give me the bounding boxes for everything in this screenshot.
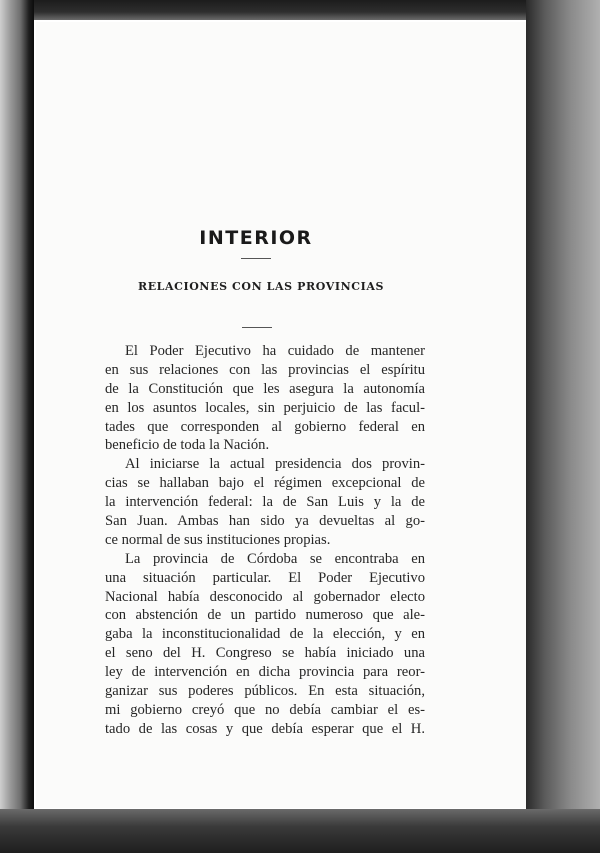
text-line: ley de intervención en dicha provincia para reor- <box>105 664 425 681</box>
scan-border-bottom <box>0 809 600 853</box>
text-line: mi gobierno creyó que no debía cambiar el es- <box>105 701 425 718</box>
text-line: en sus relaciones con las provincias el espíritu <box>105 361 425 378</box>
text-line: en los asuntos locales, sin perjuicio de las facul- <box>105 399 425 416</box>
text-line: la intervención federal: la de San Luis y la de <box>105 494 425 511</box>
text-line: tado de las cosas y que debía esperar que el H. <box>105 720 425 737</box>
scan-border-left <box>0 0 34 853</box>
document-page <box>36 22 526 808</box>
scan-border-top <box>0 0 600 20</box>
section-subtitle: RELACIONES CON LAS PROVINCIAS <box>137 280 385 293</box>
text-line: ganizar sus poderes públicos. En esta situación, <box>105 683 425 700</box>
text-line: el seno del H. Congreso se había iniciado una <box>105 645 425 662</box>
text-line: una situación particular. El Poder Ejecutivo <box>105 569 425 586</box>
text-line: gaba la inconstitucionalidad de la elección, y en <box>105 626 425 643</box>
subtitle-ornament-rule <box>242 327 272 328</box>
text-line: La provincia de Córdoba se encontraba en <box>125 550 425 567</box>
body-text <box>105 342 425 739</box>
text-line: Nacional había desconocido al gobernador electo <box>105 588 425 605</box>
text-line: Al iniciarse la actual presidencia dos provin- <box>125 456 425 473</box>
text-line: cias se hallaban bajo el régimen excepcional de <box>105 475 425 492</box>
text-line: beneficio de toda la Nación. <box>105 437 270 454</box>
text-line: ce normal de sus instituciones propias. <box>105 531 331 548</box>
text-line: El Poder Ejecutivo ha cuidado de mantener <box>125 343 425 359</box>
text-line: San Juan. Ambas han sido ya devueltas al go- <box>105 513 425 530</box>
section-title: INTERIOR <box>199 227 313 249</box>
text-line: con abstención de un partido numeroso que ale- <box>105 607 425 624</box>
text-line: de la Constitución que les asegura la autonomía <box>105 380 425 397</box>
text-line: tades que corresponden al gobierno federal en <box>105 418 425 435</box>
title-ornament-rule <box>241 258 271 259</box>
scan-border-right <box>526 0 600 853</box>
